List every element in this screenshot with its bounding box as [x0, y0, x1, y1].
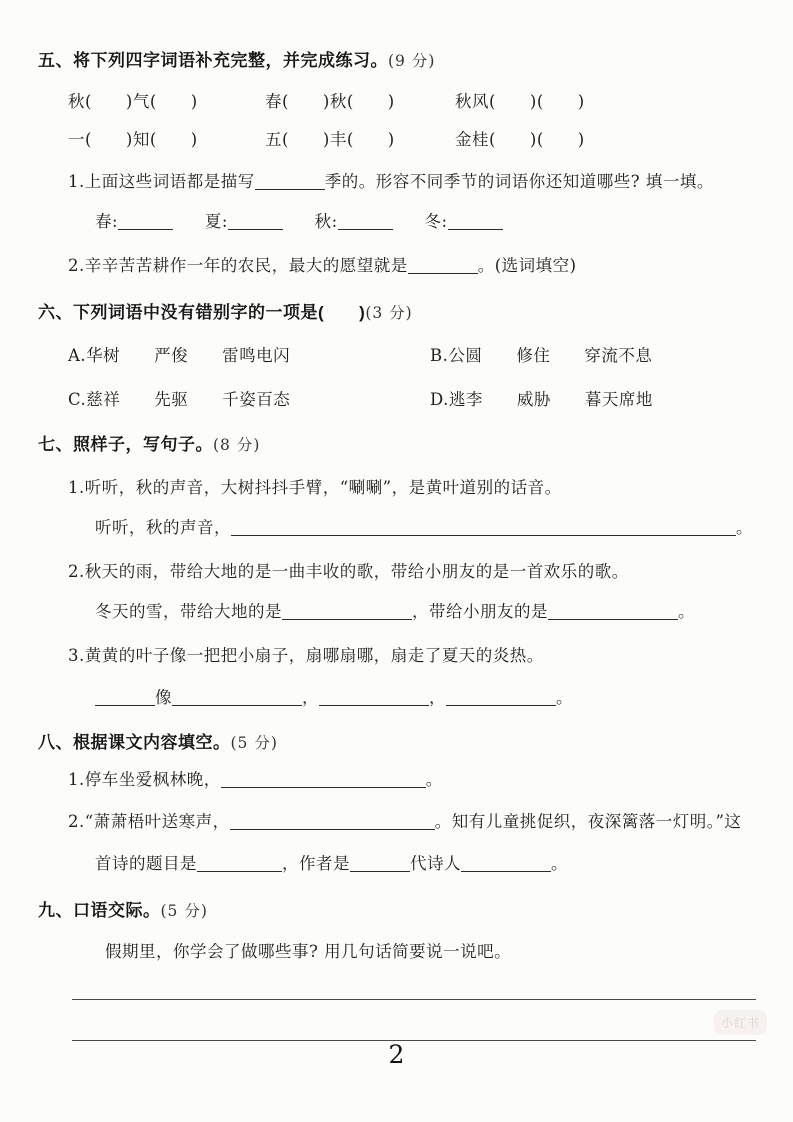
- option-b: B.公圆 修住 穿流不息: [430, 346, 653, 365]
- idiom-row-1: [68, 88, 585, 112]
- sentence-end: 。: [551, 854, 568, 873]
- option-row-ab: [68, 342, 652, 366]
- fill-in-blank: [446, 688, 556, 706]
- section-5-question-2: [68, 252, 577, 276]
- season-fill-line: [95, 208, 529, 232]
- option-c: C.慈祥 先驱 千姿百态: [68, 390, 291, 409]
- poem-continuation: 。知有儿童挑促织，夜深篱落一灯明。”这: [434, 812, 742, 831]
- fill-in-blank: [461, 854, 551, 872]
- section-5-heading: [38, 46, 435, 71]
- option-row-cd: [68, 386, 653, 410]
- fill-in-blank: [338, 212, 393, 230]
- page-number: 2: [388, 1040, 405, 1069]
- sentence-mid: ，作者是: [282, 854, 350, 873]
- watermark-badge: 小红书: [714, 1010, 767, 1035]
- question-text: 1.上面这些词语都是描写: [68, 172, 255, 191]
- option-a: A.华树 严俊 雷鸣电闪: [68, 346, 291, 365]
- question-text: 2.辛辛苦苦耕作一年的农民，最大的愿望就是: [68, 256, 408, 275]
- example-sentence: 1.听听，秋的声音，大树抖抖手臂，“唰唰”，是黄叶道别的话音。: [68, 478, 562, 497]
- poem-stem: 2.“萧萧梧叶送寒声，: [68, 812, 230, 831]
- idiom-blank-6: 金桂( )( ): [455, 130, 585, 149]
- sentence-end: 。: [678, 602, 695, 621]
- fill-in-blank: [228, 212, 283, 230]
- season-label-summer: 夏:: [204, 212, 228, 231]
- section-5-points: (9 分): [388, 52, 436, 70]
- idiom-blank-3: 秋风( )( ): [455, 92, 585, 111]
- section-8-question-1: [68, 766, 443, 790]
- section-6-heading: [38, 298, 413, 323]
- section-7-answer-2: [95, 598, 695, 622]
- sentence-end: 。: [736, 518, 753, 537]
- sentence-mid: ，带给小朋友的是: [412, 602, 548, 621]
- sentence-mid: ，: [302, 688, 319, 707]
- section-5-title: 五、将下列四字词语补充完整，并完成练习。: [38, 51, 388, 70]
- season-label-winter: 冬:: [424, 212, 448, 231]
- question-text: 季的。形容不同季节的词语你还知道哪些? 填一填。: [324, 172, 714, 191]
- fill-in-blank: [255, 172, 325, 190]
- fill-in-blank: [221, 770, 426, 788]
- section-7-title: 七、照样子，写句子。: [38, 435, 213, 454]
- fill-in-blank: [448, 212, 503, 230]
- fill-in-blank: [548, 602, 678, 620]
- sentence-stem: 首诗的题目是: [95, 854, 197, 873]
- section-8-question-2: [68, 808, 741, 832]
- question-text: 。(选词填空): [477, 256, 577, 275]
- sentence-mid: ，: [429, 688, 446, 707]
- section-7-example-3: [68, 642, 544, 666]
- section-6-points: (3 分): [365, 304, 413, 322]
- section-9-points: (5 分): [160, 902, 208, 920]
- prompt-text: 假期里，你学会了做哪些事? 用几句话简要说一说吧。: [105, 942, 512, 961]
- section-9-heading: [38, 896, 208, 921]
- sentence-end: 。: [425, 770, 443, 789]
- season-label-autumn: 秋:: [314, 212, 338, 231]
- sentence-stem: 冬天的雪，带给大地的是: [95, 602, 282, 621]
- section-7-answer-1: [95, 514, 753, 538]
- section-8-title: 八、根据课文内容填空。: [38, 733, 231, 752]
- fill-in-blank: [172, 688, 302, 706]
- section-8-heading: [38, 728, 278, 753]
- idiom-blank-1: 秋( )气( ): [68, 92, 198, 111]
- section-7-points: (8 分): [213, 436, 261, 454]
- fill-in-blank: [95, 688, 155, 706]
- fill-in-blank: [197, 854, 282, 872]
- section-7-example-2: [68, 558, 629, 582]
- idiom-blank-5: 五( )丰( ): [265, 130, 395, 149]
- example-sentence: 2.秋天的雨，带给大地的是一曲丰收的歌，带给小朋友的是一首欢乐的歌。: [68, 562, 629, 581]
- poem-stem: 1.停车坐爱枫林晚，: [68, 770, 221, 789]
- fill-in-blank: [350, 854, 410, 872]
- section-7-answer-3: [95, 684, 573, 708]
- section-6-title: 六、下列词语中没有错别字的一项是( ): [38, 303, 366, 322]
- section-9-prompt: [105, 938, 511, 962]
- sentence-stem: 听听，秋的声音，: [95, 518, 231, 537]
- section-7-example-1: [68, 474, 562, 498]
- option-d: D.逃李 威胁 暮天席地: [430, 390, 653, 409]
- fill-in-blank: [282, 602, 412, 620]
- sentence-mid: 像: [155, 688, 172, 707]
- answer-line: [72, 999, 756, 1000]
- idiom-row-2: [68, 126, 585, 150]
- section-8-points: (5 分): [230, 734, 278, 752]
- fill-in-blank: [408, 256, 478, 274]
- idiom-blank-4: 一( )知( ): [68, 130, 198, 149]
- section-7-heading: [38, 430, 260, 455]
- section-9-title: 九、口语交际。: [38, 901, 161, 920]
- example-sentence: 3.黄黄的叶子像一把把小扇子，扇哪扇哪，扇走了夏天的炎热。: [68, 646, 544, 665]
- fill-in-blank: [319, 688, 429, 706]
- sentence-end: 。: [556, 688, 573, 707]
- fill-in-blank: [230, 812, 435, 830]
- fill-in-blank: [118, 212, 173, 230]
- sentence-mid: 代诗人: [410, 854, 461, 873]
- idiom-blank-2: 春( )秋( ): [265, 92, 395, 111]
- fill-in-blank: [231, 518, 736, 536]
- section-5-question-1: [68, 168, 714, 192]
- section-8-question-2b: [95, 850, 568, 874]
- season-label-spring: 春:: [95, 212, 119, 231]
